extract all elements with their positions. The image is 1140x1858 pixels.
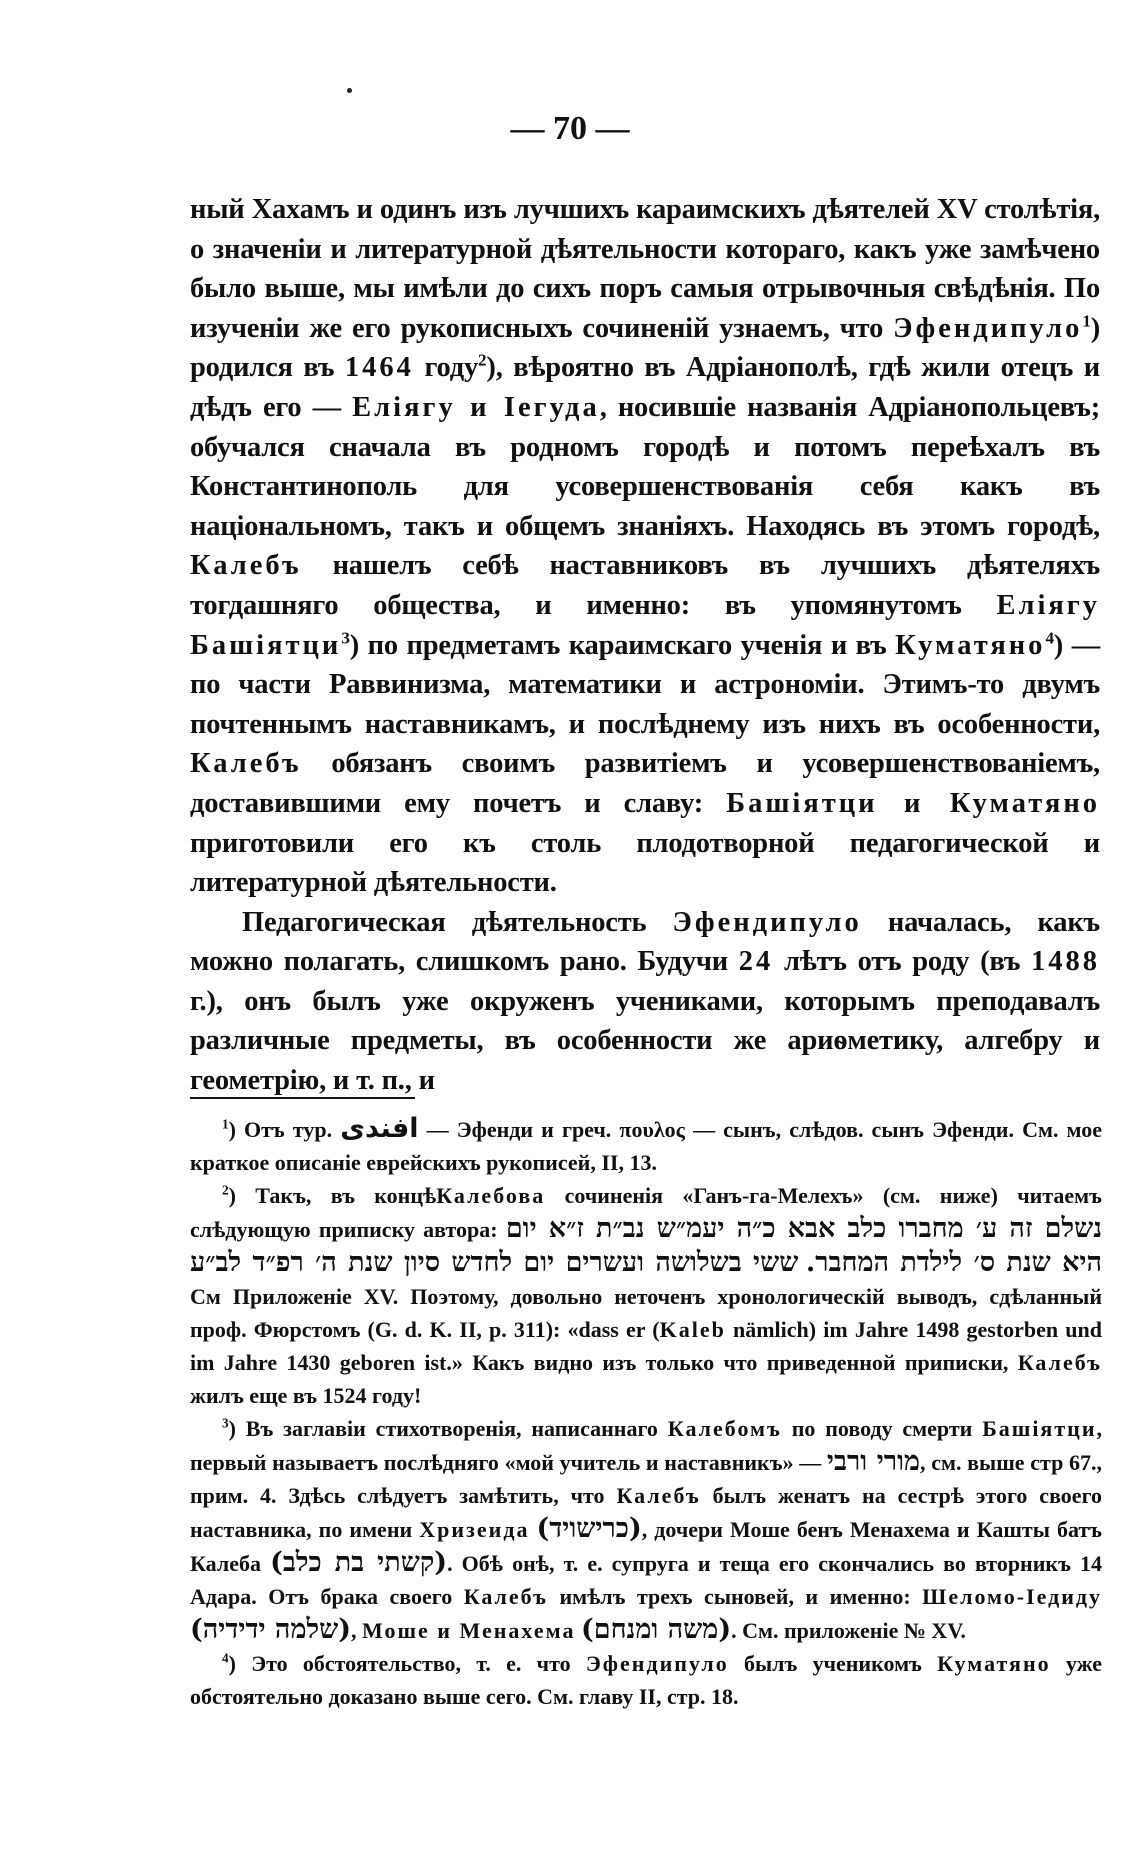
spaced-name: Калебъ [190,550,302,582]
footnote-3: $^3$) Въ заглавіи стихотворенія, написаннаго Калебомъ по поводу смерти Башіятци, первый называетъ послѣдняго «мой учитель и наставникъ» — מורי ורבי, см. выше стр 67., прим. 4. Здѣсь слѣдуетъ замѣтить, что Калебъ былъ женатъ на сестрѣ этого своего наставника, по имени Хризеида (כרישויד), дочери Моше бенъ Менахема и Кашты батъ Калеба (קשתי בת כלב). Обѣ онѣ, т. е. супруга и теща его скончались во вторникъ 14 Адара. Отъ брака своего Калебъ имѣлъ трехъ сыновей, и именно: Шеломо-Іедиду (שלמה ידידיה), Моше и Менахема (משה ומנחם). См. приложеніе № XV. [190,1415,1103,1645]
hebrew-colophon-end: היא שנת ס׳ לילדת המחבר. [805,1247,1103,1278]
footnote-ref-2: 2 [478,350,487,370]
footnote-ref-3: 3 [341,628,350,648]
main-text [190,190,1100,1101]
greek-word: πουλος [619,1117,685,1142]
text-run: , носившіе названія Адріанопольцевъ; обучался сначала въ родномъ городѣ и потомъ переѣхалъ въ Константинополь для усовершенствованія себя какъ въ національномъ, такъ и общемъ знаніяхъ. Находясь въ этомъ городѣ, [190,391,1100,542]
text-run: обязанъ своимъ развитіемъ и усовершенствованіемъ, доставившими ему почетъ и славу: [190,748,1100,819]
year: 1488 [1031,946,1100,978]
text-run: началась, какъ можно полагать, слишкомъ рано. Будучи [190,906,1100,978]
text-run: , вѣроятно въ Адріанополѣ, гдѣ жили отецъ и дѣдъ его — [190,352,1100,423]
text-run: былъ ученикомъ [743,1651,922,1676]
ink-speck [347,88,352,93]
footnotes [190,1112,1102,1713]
text-run: году [424,352,479,384]
text-run: — сынъ, слѣдов. сынъ Эфенди. См. мое краткое описаніе еврейскихъ рукописей, II, 13. [190,1117,1102,1175]
spaced-name: Калебъ [1017,1350,1102,1375]
hebrew-word: מורי ורבי [826,1446,921,1477]
spaced-name: Еліягу и Іегуда [352,391,600,423]
text-run: Въ заглавіи стихотворенія, написаннаго [245,1416,658,1441]
text-run: жилъ еще въ 1524 году! [190,1383,422,1408]
spaced-name: Эфендипуло [672,906,862,938]
footnote-mark: 1 [222,1116,229,1132]
text-run: сочиненія «Ганъ-га-Мелехъ» (см. ниже) читаемъ слѣдующую приписку автора: [190,1183,1102,1242]
text-run: , см. выше стр 67., прим. 4. Здѣсь слѣдуетъ замѣтить, что [190,1450,1102,1508]
year: 1464 [344,352,414,384]
text-run: См Приложеніе XV. Поэтому, довольно неточенъ хронологическій выводъ, сдѣланный проф. Фюрстомъ (G. d. K. II, p. 311): «dass er ( [190,1284,1102,1342]
text-run: ный Хахамъ и одинъ изъ лучшихъ караимскихъ дѣятелей XV столѣтія, о значеніи и литературной дѣятельности котораго, какъ уже замѣчено было выше, мы имѣли до сихъ поръ самыя отрывочныя свѣдѣнія. По изученіи же его рукописныхъ сочиненій узнаемъ, что [190,194,1100,344]
spaced-name: Калебъ [463,1584,548,1609]
hebrew-word: (כרישויד) [536,1513,642,1544]
spaced-name: Башіятци [982,1416,1097,1441]
page-number: — 70 — [510,110,630,147]
spaced-name: Хризеида [419,1517,530,1542]
spaced-name: Калебъ [616,1483,701,1508]
spaced-name: Куматяно [937,1651,1051,1676]
text-run: — по части Раввинизма, математики и астрономіи. Этимъ-то двумъ почтеннымъ наставникамъ, и послѣднему изъ нихъ въ особенности, [190,629,1101,740]
footnote-mark: 4 [222,1650,229,1666]
footnote-4: $^4$) Это обстоятельство, т. е. что Эфендипуло былъ ученикомъ Куматяно уже обстоятельно доказано выше сего. См. главу II, стр. 18. [190,1650,1103,1709]
text-run: , дочери Моше бенъ Менахема и Кашты батъ Калеба [190,1517,1103,1576]
arabic-word: افندى [340,1113,419,1144]
spaced-name: Калебъ [190,748,302,780]
text-run: уже обстоятельно доказано выше сего. См. главу II, стр. 18. [190,1651,1103,1709]
footnote-divider [190,1097,415,1099]
text-run: лѣтъ отъ роду (въ [783,946,1021,978]
text-run: родился въ [190,352,335,384]
text-run: nämlich) im Jahre 1498 gestorben und im Jahre 1430 geboren ist.» Какъ видно изъ только что приведенной приписки, [190,1317,1103,1375]
spaced-name: Калебова [436,1183,546,1208]
footnote-mark: 2 [222,1182,229,1198]
text-run: г.), онъ былъ уже окруженъ учениками, которымъ преподавалъ различные предметы, въ особенности же ариѳметику, алгебру и геометрію, и т. п., и [190,985,1100,1097]
spaced-name: Шеломо-Іедиду [922,1584,1103,1609]
text-run: приготовили его къ столь плодотворной педагогической и литературной дѣятельности. [190,827,1100,899]
footnote-1: $^1$) Отъ тур. افندى — Эфенди и греч. πουλος — сынъ, слѣдов. сынъ Эфенди. См. мое краткое описаніе еврейскихъ рукописей, II, 13. [190,1113,1102,1175]
spaced-name: Моше и Менахема [361,1618,576,1643]
text-run: по поводу смерти [791,1416,973,1441]
paragraph-2 [190,903,1100,1101]
footnote-ref-1: 1 [1082,311,1091,331]
spaced-name: Эфендипуло [585,1651,729,1676]
hebrew-word: (משה ומנחם) [580,1614,732,1645]
hebrew-word: (שלמה ידידיה) [190,1614,351,1645]
age: 24 [738,946,774,978]
hebrew-colophon: נשלם זה ע׳ מחברו כלב אבא כ״ה יעמ״ש נב״ת ז״א יום ששי בשלושה ועשרים יום לחדש סיון שנת ה׳ רפ״ד לב״ע [190,1213,1102,1278]
footnote-2: $^2$) Такъ, въ концѣКалебова сочиненія «Ганъ-га-Мелехъ» (см. ниже) читаемъ слѣдующую приписку автора: נשלם זה ע׳ מחברו כלב אבא כ״ה יעמ״ש נב״ת ז״א יום ששי בשלושה ועשרים יום לחדש סיון שנת ה׳ רפ״ד לב״ע היא שנת ס׳ לילדת המחבר. См Приложеніе XV. Поэтому, довольно неточенъ хронологическій выводъ, сдѣланный проф. Фюрстомъ (G. d. K. II, p. 311): «dass er (Kaleb nämlich) im Jahre 1498 gestorben und im Jahre 1430 geboren ist.» Какъ видно изъ только что приведенной приписки, Калебъ жилъ еще въ 1524 году! [190,1182,1103,1408]
paragraph-1: ный Хахамъ и одинъ изъ лучшихъ караимскихъ дѣятелей XV столѣтія, о значеніи и литературной дѣятельности котораго, какъ уже замѣчено было выше, мы имѣли до сихъ поръ самыя отрывочныя свѣдѣнія. По изученіи же его рукописныхъ сочиненій узнаемъ, что Эфендипуло$^1$) родился въ 1464 году$^2$), вѣроятно въ Адріанополѣ, гдѣ жили отецъ и дѣдъ его — Еліягу и Іегуда, носившіе названія Адріанопольцевъ; обучался сначала въ родномъ городѣ и потомъ переѣхалъ въ Константинополь для усовершенствованія себя какъ въ національномъ, такъ и общемъ знаніяхъ. Находясь въ этомъ городѣ, Калебъ нашелъ себѣ наставниковъ въ лучшихъ дѣятеляхъ тогдашняго общества, и именно: въ упомянутомъ Еліягу Башіятци$^3$) по предметамъ караимскаго ученія и въ Куматяно$^4$) — по части Раввинизма, математики и астрономіи. Этимъ-то двумъ почтеннымъ наставникамъ, и послѣднему изъ нихъ въ особенности, Калебъ обязанъ своимъ развитіемъ и усовершенствованіемъ, доставившими ему почетъ и славу: Башіятци и Куматяно приготовили его къ столь плодотворной педагогической и литературной дѣятельности. [190,194,1101,899]
footnote-ref-4: 4 [1045,628,1054,648]
text-run: — Эфенди и греч. [426,1117,612,1142]
text-run: . См. приложеніе № XV. [731,1618,966,1643]
text-run: Это обстоятельство, т. е. что [251,1651,571,1676]
hebrew-word: (קשתי בת כלב) [270,1547,448,1578]
footnote-mark: 3 [222,1415,229,1431]
text-run: Педагогическая дѣятельность [242,906,647,938]
spaced-name: Эфендипуло [893,312,1083,344]
text-run: . Обѣ онѣ, т. е. супруга и теща его скончались во вторникъ 14 Адара. Отъ брака своего [190,1551,1103,1609]
text-run: нашелъ себѣ наставниковъ въ лучшихъ дѣятеляхъ тогдашняго общества, и именно: въ упомянутомъ [190,550,1100,621]
spaced-name: Еліягу Башіятци [190,589,1100,661]
text-run: имѣлъ трехъ сыновей, и именно: [559,1584,911,1609]
text-run: , [350,1618,357,1643]
spaced-name: Башіятци и Куматяно [726,787,1100,819]
text-run: , первый называетъ послѣдняго «мой учитель и наставникъ» — [190,1416,1102,1475]
text-run: Отъ тур. [244,1117,333,1142]
text-run: Такъ, въ концѣ [255,1183,437,1208]
text-run: по предметамъ караимскаго ученія и въ [367,629,887,661]
text-run: былъ женатъ на сестрѣ этого своего наставника, по имени [190,1483,1103,1542]
spaced-name: Kaleb [659,1317,726,1342]
spaced-name: Калебомъ [667,1416,782,1441]
spaced-name: Куматяно [895,629,1046,661]
